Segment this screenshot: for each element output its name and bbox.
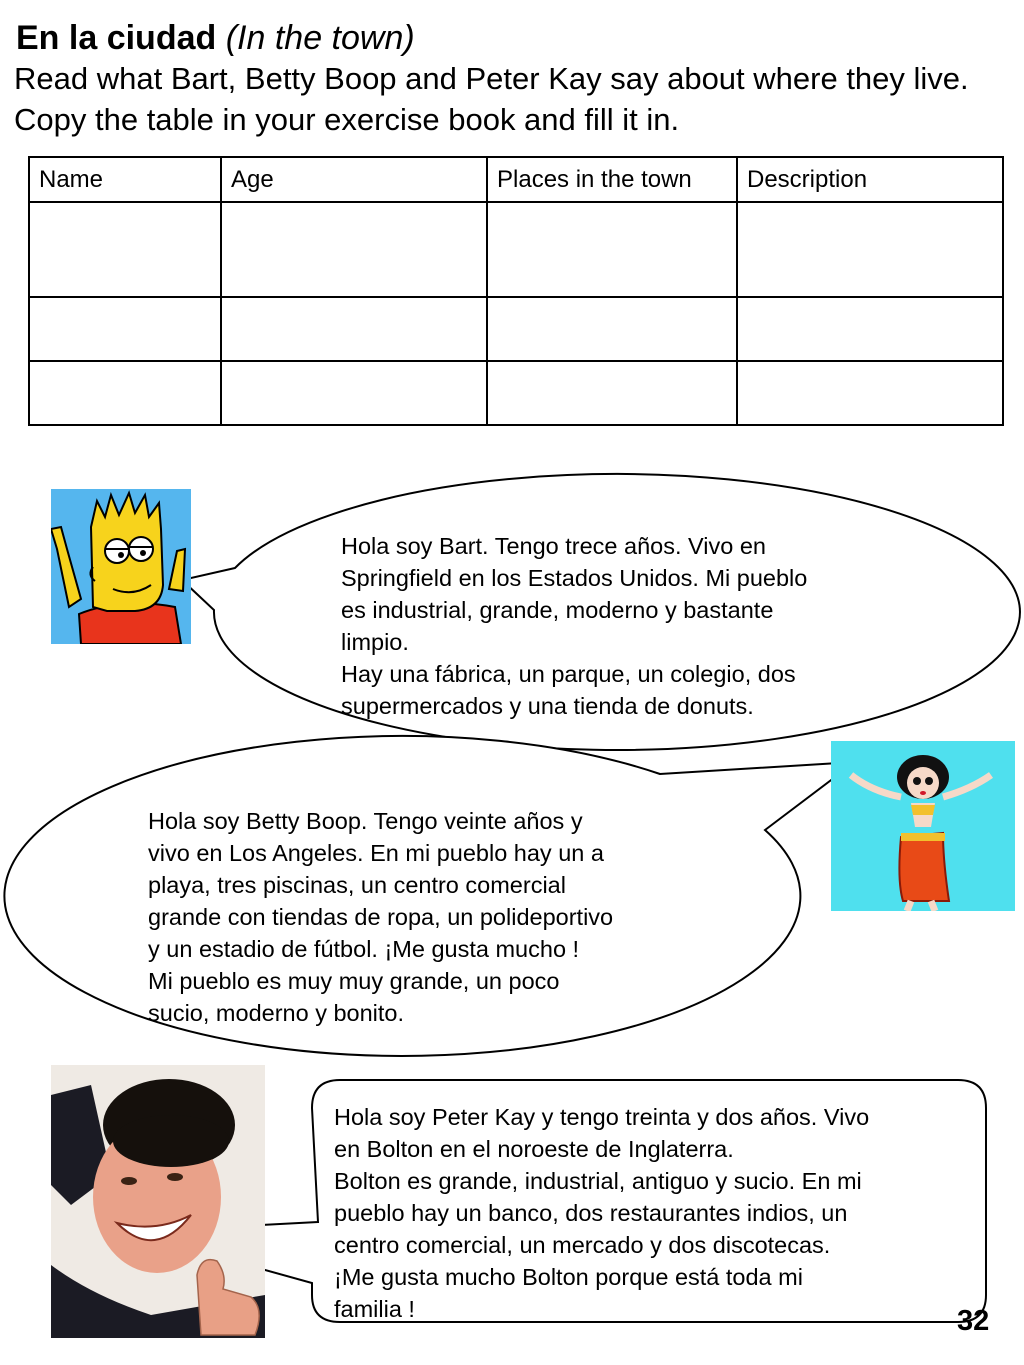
betty-line: Mi pueblo es muy muy grande, un poco	[148, 968, 560, 994]
peter-line: familia !	[334, 1296, 415, 1322]
page-number: 32	[957, 1305, 990, 1337]
betty-line: y un estadio de fútbol. ¡Me gusta mucho !	[148, 936, 580, 962]
peter-speech-text	[334, 1101, 869, 1325]
bart-line: Springfield en los Estados Unidos. Mi pueblo	[341, 565, 808, 591]
peter-line: ¡Me gusta mucho Bolton porque está toda mi	[334, 1264, 803, 1290]
betty-line: Hola soy Betty Boop. Tengo veinte años y	[148, 808, 583, 834]
betty-speech-text	[148, 805, 613, 1029]
betty-boop-picture	[831, 741, 1015, 911]
peter-line: Hola soy Peter Kay y tengo treinta y dos años. Vivo	[334, 1104, 870, 1130]
bart-line: Hay una fábrica, un parque, un colegio, dos	[341, 661, 796, 687]
peter-line: Bolton es grande, industrial, antiguo y sucio. En mi	[334, 1168, 862, 1194]
col-header-name: Name	[29, 157, 221, 202]
betty-line: grande con tiendas de ropa, un polideportivo	[148, 904, 614, 930]
betty-line: playa, tres piscinas, un centro comercial	[148, 872, 566, 898]
col-header-description: Description	[737, 157, 1003, 202]
betty-line: vivo en Los Angeles. En mi pueblo hay un a	[148, 840, 604, 866]
peter-line: pueblo hay un banco, dos restaurantes indios, un	[334, 1200, 848, 1226]
bart-picture	[51, 489, 191, 644]
bart-line: es industrial, grande, moderno y bastante	[341, 597, 774, 623]
peter-line: centro comercial, un mercado y dos discotecas.	[334, 1232, 831, 1258]
bart-speech-text	[341, 530, 807, 722]
col-header-places: Places in the town	[487, 157, 737, 202]
peter-line: en Bolton en el noroeste de Inglaterra.	[334, 1136, 734, 1162]
bart-line: Hola soy Bart. Tengo trece años. Vivo en	[341, 533, 766, 559]
title-english: (In the town)	[225, 19, 415, 57]
bart-line: limpio.	[341, 629, 409, 655]
col-header-age: Age	[221, 157, 487, 202]
bart-line: supermercados y una tienda de donuts.	[341, 693, 754, 719]
peter-kay-photo	[51, 1065, 265, 1338]
instructions: Read what Bart, Betty Boop and Peter Kay say about where they live. Copy the table in your exercise book and fill it in.	[14, 61, 969, 137]
title-spanish: En la ciudad	[16, 19, 217, 57]
betty-line: sucio, moderno y bonito.	[148, 1000, 405, 1026]
